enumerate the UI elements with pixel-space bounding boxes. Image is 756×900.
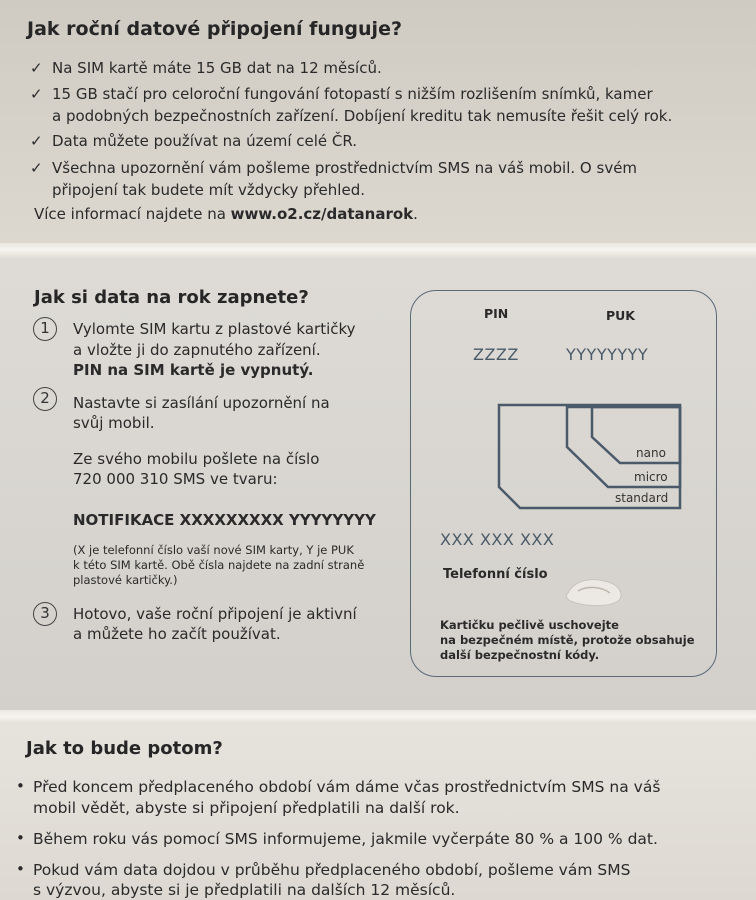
- puk-value: YYYYYYYY: [566, 345, 649, 364]
- step-number-3: 3: [33, 602, 57, 626]
- sms-note: k této SIM kartě. Obě čísla najdete na zadní straně: [73, 558, 365, 572]
- puk-label: PUK: [606, 308, 635, 323]
- section3-item: Před koncem předplaceného období vám dáme včas prostřednictvím SMS na váš: [33, 778, 661, 796]
- section3-item: Během roku vás pomocí SMS informujeme, jakmile vyčerpáte 80 % a 100 % dat.: [33, 830, 658, 848]
- step-text: a vložte ji do zapnutého zařízení.: [73, 341, 321, 359]
- section1-item: Data můžete používat na území celé ČR.: [52, 132, 358, 150]
- step-text: Nastavte si zasílání upozornění na: [73, 394, 330, 412]
- section1-item: Na SIM kartě máte 15 GB dat na 12 měsíců.: [52, 59, 382, 77]
- section3-item: s výzvou, abyste si je předplatili na dalších 12 měsíců.: [33, 881, 456, 899]
- bullet-icon: •: [16, 777, 25, 795]
- section1-item: Všechna upozornění vám pošleme prostřednictvím SMS na váš mobil. O svém: [52, 159, 638, 177]
- pin-label: PIN: [484, 306, 509, 321]
- section3-item: Pokud vám data dojdou v průběhu předplaceného období, pošleme vám SMS: [33, 861, 631, 879]
- sim-size-standard: standard: [615, 491, 669, 505]
- check-icon: ✓: [30, 132, 43, 150]
- phone-number-value: XXX XXX XXX: [440, 530, 555, 549]
- sms-format: NOTIFIKACE XXXXXXXXX YYYYYYYY: [73, 511, 376, 529]
- sms-intro: 720 000 310 SMS ve tvaru:: [73, 470, 278, 488]
- section1-item: 15 GB stačí pro celoroční fungování fotopastí s nižším rozlišením snímků, kamer: [52, 85, 653, 103]
- paper-fold: [0, 710, 756, 724]
- sim-size-micro: micro: [634, 470, 668, 484]
- check-icon: ✓: [30, 59, 43, 77]
- pin-disabled-note: PIN na SIM kartě je vypnutý.: [73, 361, 314, 379]
- step-number-2: 2: [33, 387, 57, 411]
- sms-note: plastové kartičky.): [73, 573, 178, 587]
- step-number-1: 1: [33, 317, 57, 341]
- keep-card-note: Kartičku pečlivě uschovejte: [440, 618, 619, 632]
- sim-size-nano: nano: [636, 446, 666, 460]
- paper-fold: [0, 243, 756, 258]
- more-info-link[interactable]: www.o2.cz/datanarok: [230, 205, 414, 223]
- phone-number-label: Telefonní číslo: [443, 567, 548, 582]
- check-icon: ✓: [30, 159, 43, 177]
- keep-card-note: další bezpečnostní kódy.: [440, 648, 600, 662]
- section1-item: a podobných bezpečnostních zařízení. Dobíjení kreditu tak nemusíte řešit celý rok.: [52, 107, 673, 125]
- scratch-area-icon: [560, 573, 630, 609]
- step-text: svůj mobil.: [73, 414, 155, 432]
- sms-intro: Ze svého mobilu pošlete na číslo: [73, 450, 320, 468]
- step-text: Hotovo, vaše roční připojení je aktivní: [73, 605, 357, 623]
- bullet-icon: •: [16, 860, 25, 878]
- check-icon: ✓: [30, 85, 43, 103]
- bullet-icon: •: [16, 829, 25, 847]
- pin-value: ZZZZ: [473, 345, 519, 364]
- section3-item: mobil vědět, abyste si připojení předplatili na další rok.: [33, 799, 460, 817]
- section3-heading: Jak to bude potom?: [26, 738, 223, 759]
- keep-card-note: na bezpečném místě, protože obsahuje: [440, 633, 695, 647]
- section2-heading: Jak si data na rok zapnete?: [34, 287, 309, 308]
- step-text: Vylomte SIM kartu z plastové kartičky: [73, 320, 356, 338]
- sms-note: (X je telefonní číslo vaší nové SIM karty, Y je PUK: [73, 543, 354, 557]
- section1-item: připojení tak budete mít vždycky přehled.: [52, 181, 365, 199]
- more-info-text: Více informací najdete na www.o2.cz/datanarok.: [34, 205, 418, 223]
- step-text: a můžete ho začít používat.: [73, 625, 281, 643]
- section1-heading: Jak roční datové připojení funguje?: [27, 18, 402, 40]
